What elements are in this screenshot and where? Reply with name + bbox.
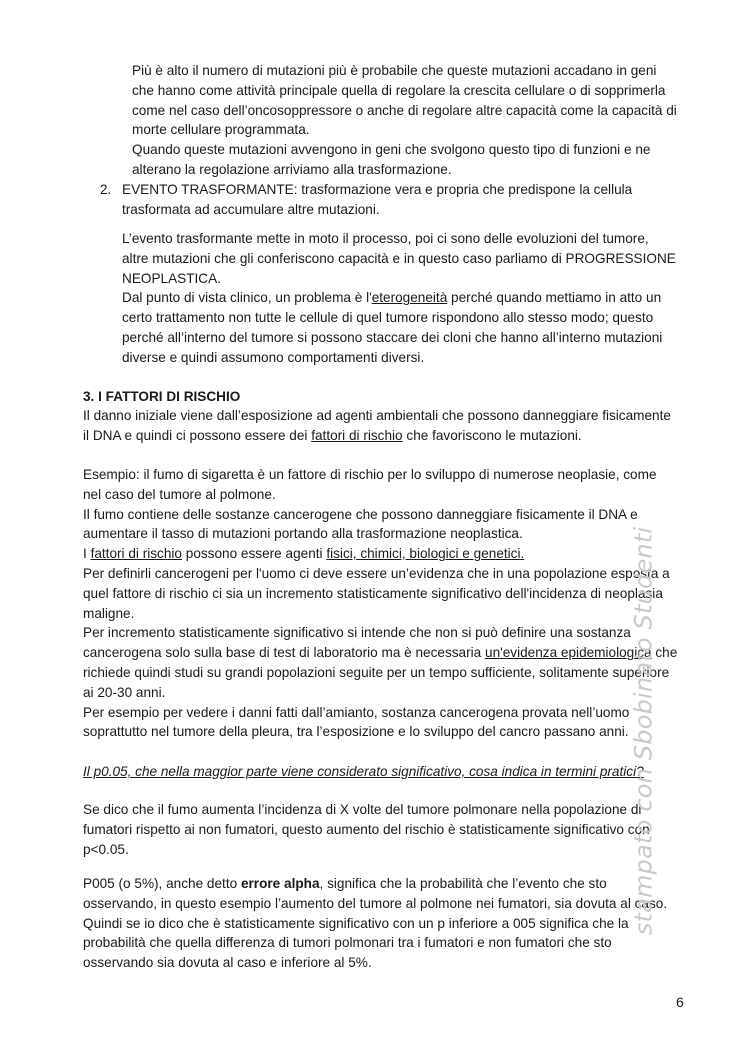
text-line: trasformata ad accumulare altre mutazioni. [122,201,380,217]
text-line: Se dico che il fumo aumenta l’incidenza di X volte del tumore polmonare nella popolazione di [83,802,642,817]
underlined-term: fattori di rischio [311,427,403,443]
underlined-term: un'evidenza epidemiologica [485,645,652,661]
text-line: ai 20-30 anni. [83,684,166,700]
text-line: P005 (o 5%), anche detto errore alpha, significa che la probabilità che l’evento che sto [83,876,607,891]
esempio-paragraph [83,465,677,742]
text-line: Il danno iniziale viene dall’esposizione ad agenti ambientali che possono danneggiare fisicamente [83,408,671,423]
text-line: soprattutto nel tumore della pleura, tra l’esposizione e lo sviluppo del cancro passano anni. [83,724,629,740]
text-line: nel caso del tumore al polmone. [83,486,276,502]
text-line: Per definirli cancerogeni per l'uomo ci deve essere un’evidenza che in una popolazione esposta a [83,565,670,581]
text-line: L’evento trasformante mette in moto il processo, poi ci sono delle evoluzioni del tumore, [122,231,649,246]
text-line: EVENTO TRASFORMANTE: trasformazione vera e propria che predispone la cellula [122,182,633,197]
text-line: fumatori rispetto ai non fumatori, questo aumento del rischio è statisticamente significativo con [83,821,650,837]
text-line: NEOPLASTICA. [122,270,221,286]
text-line: osservando sia dovuta al caso e inferiore al 5%. [83,955,372,971]
text-line: Esempio: il fumo di sigaretta è un fattore di rischio per lo sviluppo di numerose neoplasie, come [83,467,657,482]
text-line: Più è alto il numero di mutazioni più è probabile che queste mutazioni accadano in geni [132,63,657,78]
text-line: richiede quindi studi su grandi popolazioni seguite per un tempo sufficiente, solitamente superiore [83,664,670,680]
text-line: maligne. [83,605,135,621]
text-line: alterano la regolazione arriviamo alla trasformazione. [132,161,452,177]
text-line: probabilità che quella differenza di tumori polmonari tra i fumatori e non fumatori che sto [83,935,612,951]
text-line: perché all’interno del tumore si possono staccare dei cloni che hanno all’interno mutazioni [122,329,663,345]
watermark-text: stampato con Sbobinato Studenti [629,526,658,936]
sedico-paragraph [83,800,650,859]
text-line: che hanno come attività principale quella di regolare la crescita cellulare o di sopprimerla [132,82,666,98]
underlined-term: fisici, chimici, biologici e genetici. [326,546,525,562]
bold-term: errore alpha [240,876,320,891]
text-line: osservando, in questo esempio l’aumento del tumore al polmone nei fumatori, sia dovuta al caso. [83,895,668,911]
watermark [604,526,684,936]
text-line: diverse e quindi assumono comportamenti diversi. [122,349,425,365]
text-line: aumentare il tasso di mutazioni portando alla trasformazione neoplastica. [83,526,523,542]
underlined-term: fattori di rischio [90,546,182,562]
mutations-paragraph [132,61,677,180]
danno-paragraph [83,406,671,446]
text-line: I fattori di rischio possono essere agenti fisici, chimici, biologici e genetici. [83,546,525,562]
text-line: altre mutazioni che gli conferiscono capacità e in questo caso parliamo di PROGRESSIONE [122,250,676,266]
text-line: p<0.05. [83,841,129,857]
text-line: quel fattore di rischio ci sia un incremento statisticamente significativo dell'incidenza di neoplasia [83,585,663,601]
section-heading: 3. I FATTORI DI RISCHIO [83,389,241,404]
text-line: Per esempio per vedere i danni fatti dall’amianto, sostanza cancerogena provata nell’uomo [83,704,630,720]
evento-paragraph [122,229,676,368]
text-line: certo trattamento non tutte le cellule di quel tumore rispondono allo stesso modo; questo [122,310,654,326]
underlined-term: eterogeneità [371,290,448,306]
question-line: Il p0.05, che nella maggior parte viene considerato significativo, cosa indica in termini pratici? [83,764,644,779]
text-line: Quindi se io dico che è statisticamente significativo con un p inferiore a 005 significa che la [83,915,629,931]
text-line: Dal punto di vista clinico, un problema è l'eterogeneità perché quando mettiamo in atto un [122,290,662,306]
p005-paragraph [83,874,667,973]
text-line: Quando queste mutazioni avvengono in geni che svolgono questo tipo di funzioni e ne [132,142,651,158]
text-line: Il fumo contiene delle sostanze cancerogene che possono danneggiare fisicamente il DNA e [83,506,638,522]
text-line: cancerogena solo sulla base di test di laboratorio ma è necessaria un'evidenza epidemiologica che [83,645,678,661]
text-line: il DNA e quindi ci possono essere dei fattori di rischio che favoriscono le mutazioni. [83,427,582,443]
list-number: 2. [100,182,112,197]
text-line: morte cellulare programmata. [132,122,310,138]
list-item-evento-trasformante [100,180,632,220]
text-line: Per incremento statisticamente significativo si intende che non si può definire una sostanza [83,625,631,641]
page-number: 6 [676,994,684,1010]
text-line: come nel caso dell’oncosoppressore o anche di regolare altre capacità come la capacità di [132,102,677,118]
